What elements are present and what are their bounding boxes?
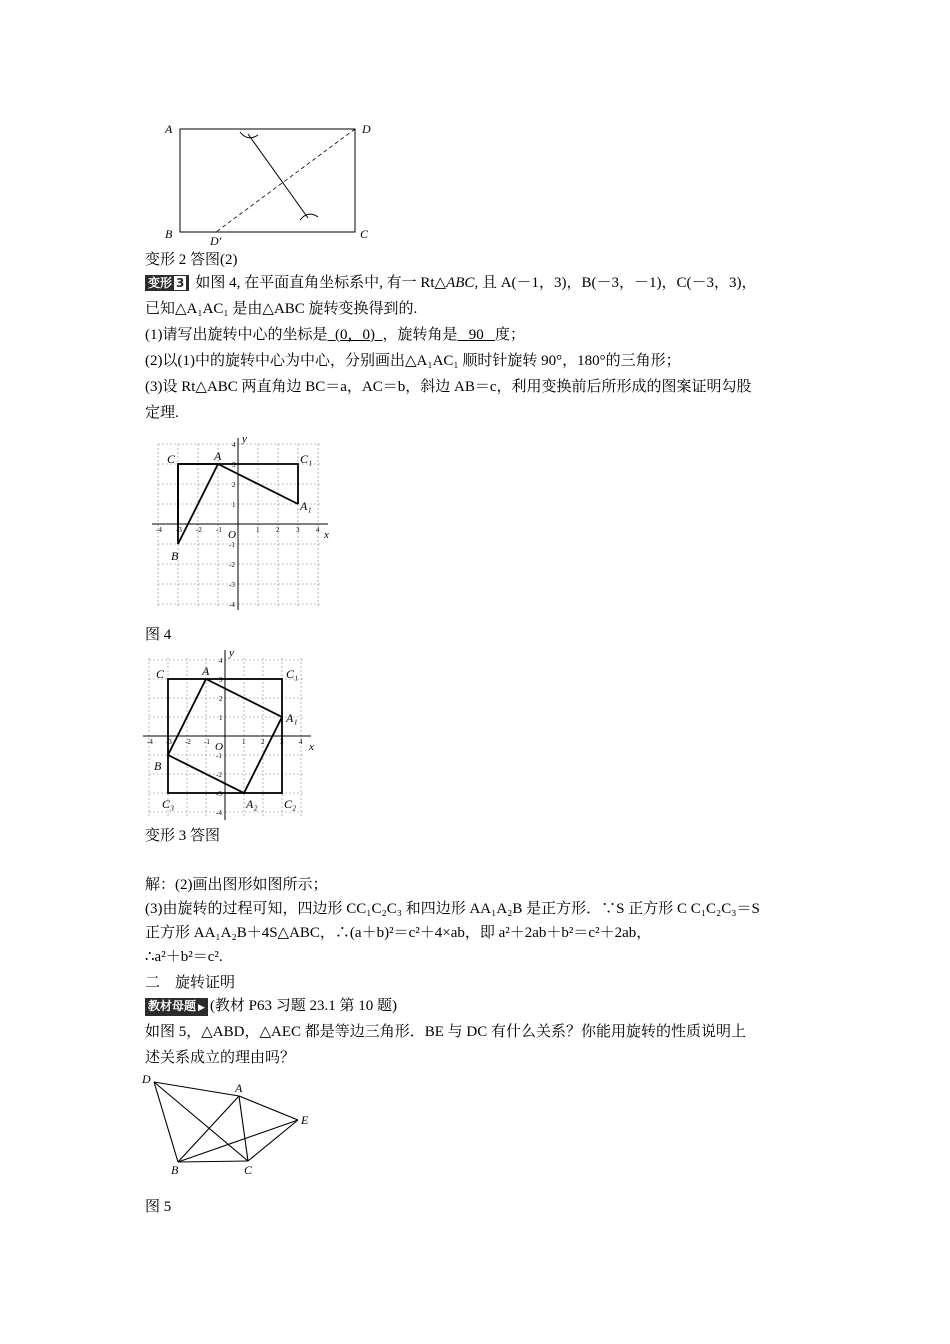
- svg-text:-4: -4: [156, 526, 162, 534]
- svg-text:-1: -1: [216, 752, 222, 760]
- point-a-answer: A: [202, 664, 210, 678]
- point-a1: A₁: [300, 499, 312, 513]
- point-a1-answer: A₁: [286, 711, 298, 725]
- caption-figure-5: 图 5: [145, 1199, 172, 1215]
- play-icon: ▶: [198, 1003, 205, 1013]
- svg-text:1: 1: [242, 738, 246, 746]
- point-c2-answer: C₂: [284, 797, 297, 811]
- point-b: B: [171, 549, 179, 563]
- label-c: C: [360, 227, 369, 241]
- textbook-source-line: 教材母题 ▶ (教材 P63 习题 23.1 第 10 题): [145, 995, 397, 1017]
- figure-5: [138, 1070, 318, 1180]
- solution-line3: 正方形 AA₁A₂B＋4S△ABC，∴(a＋b)²＝c²＋4×ab，即 a²＋2ab＋b²＝c²＋2ab，: [145, 925, 652, 941]
- segment-be: [178, 1120, 298, 1162]
- svg-text:2: 2: [232, 481, 236, 489]
- grid-lines: [158, 444, 320, 606]
- variant-tag: 变形 3: [145, 275, 189, 291]
- axis-label-y-answer: y: [229, 647, 234, 659]
- segment-dc: [154, 1082, 248, 1161]
- point-c: C: [167, 452, 176, 466]
- variant3-line2: 已知△A₁AC₁ 是由△ABC 旋转变换得到的.: [145, 301, 418, 317]
- svg-text:-3: -3: [176, 526, 182, 534]
- svg-text:-1: -1: [204, 738, 210, 746]
- svg-text:1: 1: [232, 501, 236, 509]
- rectangle-abcd: [180, 129, 355, 232]
- svg-text:1: 1: [219, 714, 223, 722]
- origin-label: O: [228, 529, 236, 541]
- question-3a: (3)设 Rt△ABC 两直角边 BC＝a，AC＝b，斜边 AB＝c，利用变换前后所形成的图案证明勾股: [145, 379, 752, 395]
- caption-variant2-figure: 变形 2 答图(2): [145, 252, 238, 268]
- svg-text:3: 3: [219, 676, 223, 684]
- svg-text:-3: -3: [166, 738, 172, 746]
- arc-mark-bottom: [300, 214, 318, 220]
- svg-text:-4: -4: [147, 738, 153, 746]
- section-heading: 二 旋转证明: [145, 975, 236, 991]
- svg-text:-1: -1: [216, 526, 222, 534]
- question-2: (2)以(1)中的旋转中心为中心，分别画出△A₁AC₁ 顺时针旋转 90°，180°的三角形；: [145, 353, 681, 369]
- question-1: (1)请写出旋转中心的坐标是 (0，0) ，旋转角是 90 度；: [145, 327, 526, 343]
- svg-text:-3: -3: [216, 790, 222, 798]
- segment-ce: [248, 1120, 298, 1161]
- problem-line2: 述关系成立的理由吗？: [145, 1050, 296, 1066]
- solution-line4: ∴a²＋b²＝c².: [145, 949, 223, 965]
- segment-db: [154, 1082, 178, 1162]
- svg-text:3: 3: [296, 526, 300, 534]
- svg-text:-3: -3: [229, 581, 235, 589]
- perpendicular-bisector: [248, 134, 308, 218]
- svg-text:4: 4: [316, 526, 320, 534]
- solution-line1: 解：(2)画出图形如图所示；: [145, 877, 328, 893]
- svg-text:2: 2: [276, 526, 280, 534]
- svg-text:4: 4: [232, 441, 236, 449]
- point-a: A: [214, 449, 222, 463]
- segment-ac: [239, 1096, 248, 1161]
- svg-text:4: 4: [219, 657, 223, 665]
- svg-text:-2: -2: [216, 771, 222, 779]
- point-c1: C₁: [300, 452, 313, 466]
- svg-text:2: 2: [219, 695, 223, 703]
- label-d5: D: [142, 1072, 151, 1086]
- svg-text:-4: -4: [216, 809, 222, 817]
- svg-text:-1: -1: [229, 541, 235, 549]
- svg-text:-2: -2: [185, 738, 191, 746]
- segment-ab: [178, 1096, 239, 1162]
- dashed-line-dd: [216, 129, 355, 232]
- svg-text:3: 3: [280, 738, 284, 746]
- variant3-line1: 变形 3 如图 4, 在平面直角坐标系中, 有一 Rt△ABC, 且 A(－1，3)，B(－3，－1)，C(－3，3)，: [145, 272, 757, 294]
- svg-text:4: 4: [299, 738, 303, 746]
- label-a: A: [165, 122, 173, 136]
- point-c1-answer: C₁: [286, 667, 299, 681]
- figure-variant3-answer: [143, 646, 323, 822]
- svg-text:-2: -2: [229, 561, 235, 569]
- axis-label-y: y: [242, 433, 247, 445]
- label-e5: E: [301, 1113, 309, 1127]
- caption-variant3-answer: 变形 3 答图: [145, 828, 221, 844]
- origin-label-answer: O: [215, 741, 223, 753]
- axis-label-x: x: [324, 529, 329, 541]
- label-b5: B: [171, 1163, 179, 1177]
- problem-line1: 如图 5，△ABD，△AEC 都是等边三角形．BE 与 DC 有什么关系？你能用旋转的性质说明上: [145, 1024, 746, 1040]
- axis-label-x-answer: x: [309, 741, 314, 753]
- segment-bc: [178, 1161, 248, 1162]
- question-3b: 定理.: [145, 405, 179, 421]
- point-c3-answer: C₃: [162, 797, 175, 811]
- answer-angle: 90: [468, 327, 484, 343]
- point-a2-answer: A₂: [246, 797, 258, 811]
- label-a5: A: [235, 1081, 243, 1095]
- svg-text:3: 3: [232, 461, 236, 469]
- point-b-answer: B: [154, 759, 162, 773]
- svg-text:-4: -4: [229, 601, 235, 609]
- caption-figure-4: 图 4: [145, 627, 172, 643]
- point-c-answer: C: [156, 667, 165, 681]
- svg-text:1: 1: [256, 526, 260, 534]
- label-c5: C: [244, 1163, 253, 1177]
- answer-center: (0，0): [335, 327, 375, 343]
- svg-text:2: 2: [261, 738, 265, 746]
- segment-ae: [239, 1096, 298, 1120]
- svg-text:-2: -2: [196, 526, 202, 534]
- textbook-tag: 教材母题 ▶: [145, 998, 208, 1016]
- label-d: D: [362, 122, 371, 136]
- label-d-prime: D′: [210, 234, 222, 248]
- solution-line2: (3)由旋转的过程可知，四边形 CC₁C₂C₃ 和四边形 AA₁A₂B 是正方形．∵S 正方形 C C₁C₂C₃＝S: [145, 901, 760, 917]
- segment-da: [154, 1082, 239, 1096]
- figure-4-grid: [150, 432, 340, 612]
- label-b: B: [165, 227, 173, 241]
- figure-rectangle: [150, 118, 390, 250]
